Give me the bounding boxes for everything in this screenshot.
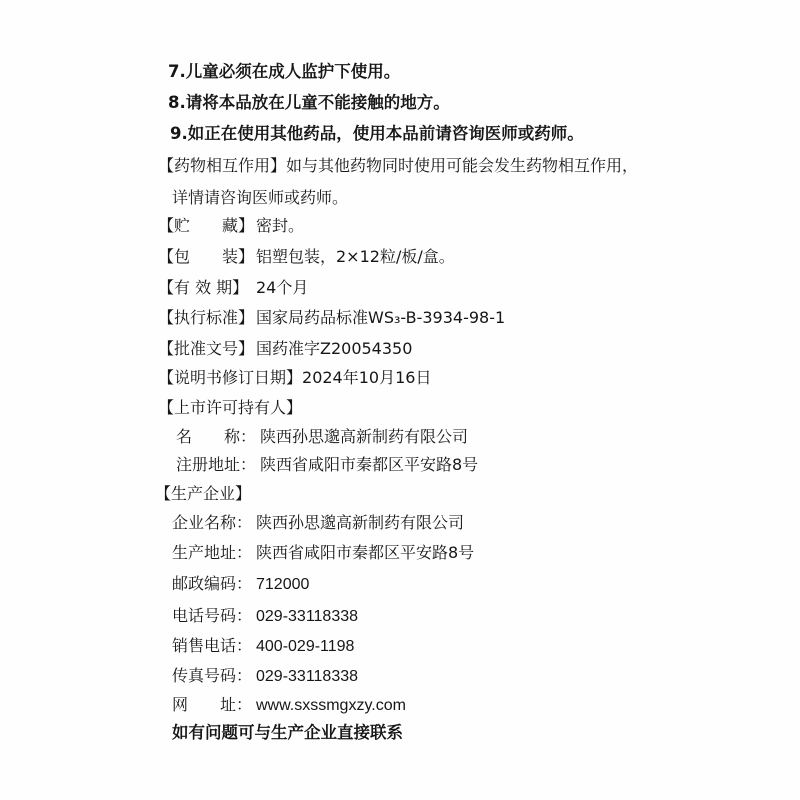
interactions-row [158, 156, 638, 176]
manufacturer-row [172, 543, 474, 563]
approval-value: 国药准字Z20054350 [256, 339, 413, 358]
mah-heading: 【上市许可持有人】 [158, 398, 303, 417]
interactions-continuation: 详情请咨询医师或药师。 [172, 188, 349, 207]
manufacturer-row-label: 销售电话： [172, 636, 253, 655]
validity-row [158, 278, 308, 298]
manufacturer-row-label: 邮政编码： [172, 574, 253, 593]
standard-label: 【执行标准】 [158, 308, 255, 327]
footer-note: 如有问题可与生产企业直接联系 [172, 723, 403, 742]
precaution-7: 7.儿童必须在成人监护下使用。 [168, 62, 401, 81]
mah-name-value: 陕西孙思邈高新制药有限公司 [260, 427, 469, 446]
precaution-8: 8.请将本品放在儿童不能接触的地方。 [168, 93, 450, 112]
manufacturer-row-value: 陕西省咸阳市秦都区平安路8号 [256, 543, 475, 562]
manufacturer-website: www.sxssmgxzy.com [256, 697, 406, 714]
manufacturer-row [172, 606, 358, 627]
mah-address-value: 陕西省咸阳市秦都区平安路8号 [260, 455, 479, 474]
mah-address-row [176, 455, 478, 475]
approval-row [158, 339, 412, 359]
packaging-row [158, 247, 455, 267]
mah-address-label: 注册地址： [176, 455, 257, 474]
manufacturer-row-value: 400-029-1198 [256, 638, 355, 655]
interactions-label: 【药物相互作用】 [158, 156, 287, 175]
storage-value: 密封。 [256, 216, 305, 235]
manufacturer-row-value: 陕西孙思邈高新制药有限公司 [256, 513, 465, 532]
manufacturer-row-value: 029-33118338 [256, 608, 359, 625]
revision-label: 【说明书修订日期】 [158, 368, 303, 387]
precaution-9: 9.如正在使用其他药品，使用本品前请咨询医师或药师。 [170, 124, 584, 143]
revision-value: 2024年10月16日 [302, 368, 432, 387]
standard-value: 国家局药品标准WS₃-B-3934-98-1 [256, 308, 506, 327]
packaging-value: 铝塑包装，2×12粒/板/盒。 [256, 247, 455, 266]
storage-label: 【贮 藏】 [158, 216, 255, 235]
storage-row [158, 216, 304, 236]
manufacturer-row-label: 传真号码： [172, 666, 253, 685]
mah-name-label: 名 称： [176, 427, 257, 446]
standard-row [158, 308, 505, 328]
manufacturer-row-label: 电话号码： [172, 606, 253, 625]
manufacturer-row-label: 网 址： [172, 695, 253, 714]
manufacturer-row [172, 695, 406, 716]
validity-value: 24个月 [256, 278, 309, 297]
manufacturer-row [172, 513, 464, 533]
manufacturer-row-value: 029-33118338 [256, 668, 359, 685]
manufacturer-heading: 【生产企业】 [155, 484, 252, 503]
validity-label: 【有 效 期】 [158, 278, 249, 297]
mah-name-row [176, 427, 468, 447]
packaging-label: 【包 装】 [158, 247, 255, 266]
manufacturer-row-value: 712000 [256, 576, 310, 593]
revision-row [158, 368, 431, 388]
manufacturer-row [172, 666, 358, 687]
interactions-text: 如与其他药物同时使用可能会发生药物相互作用， [286, 156, 639, 175]
manufacturer-row [172, 574, 309, 595]
manufacturer-row-label: 企业名称： [172, 513, 253, 532]
manufacturer-row-label: 生产地址： [172, 543, 253, 562]
manufacturer-row [172, 636, 354, 657]
approval-label: 【批准文号】 [158, 339, 255, 358]
